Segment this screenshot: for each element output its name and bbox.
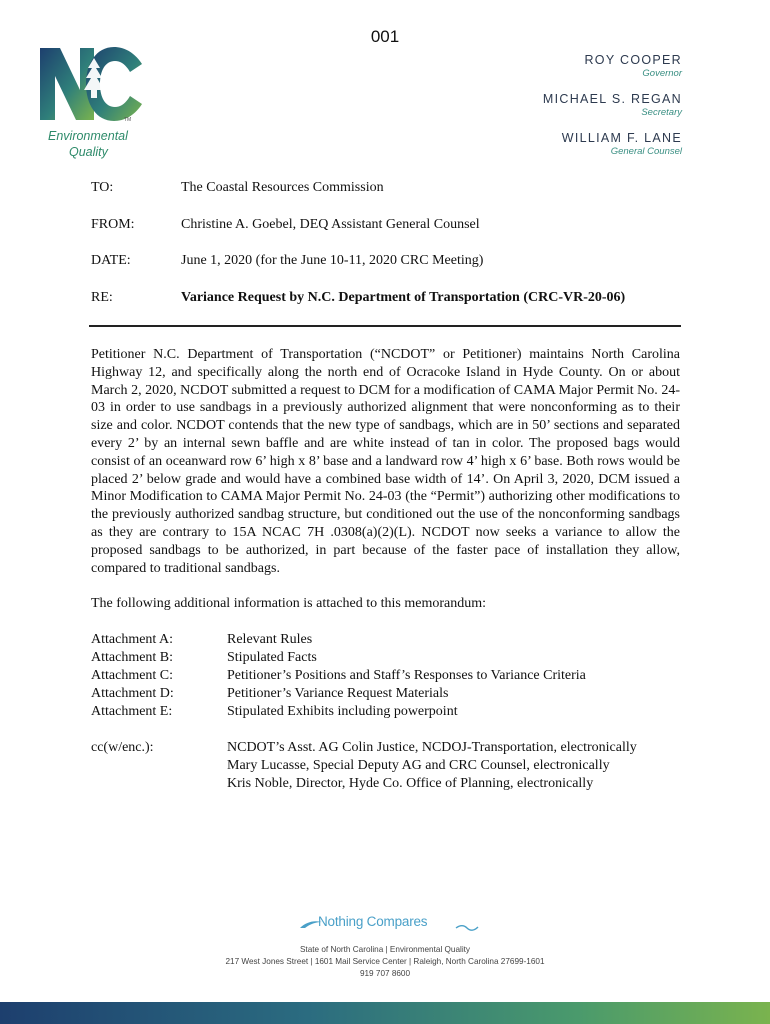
memo-from-label: FROM: [91,216,135,232]
attachment-label: Attachment E: [91,704,173,719]
logo-subtitle-line1: Environmental [48,129,128,143]
memo-header [91,180,691,326]
memo-date-row [91,253,691,290]
page-number: 001 [370,27,400,46]
attachment-label: Attachment C: [91,668,174,683]
footer-address [0,944,770,980]
attachment-label: Attachment B: [91,650,174,665]
official-name: WILLIAM F. LANE [561,131,682,145]
attachment-value: Petitioner’s Positions and Staff’s Responses to Variance Criteria [227,668,586,683]
attachment-value: Stipulated Facts [227,650,317,665]
cc-label: cc(w/enc.): [91,740,154,755]
officials-block [543,53,682,170]
footer-tagline: Nothing Compares [318,914,428,929]
logo-subtitle-line2: Quality [69,145,108,159]
attachment-value: Relevant Rules [227,632,313,647]
nc-deq-logo [38,44,148,122]
memo-to-value: The Coastal Resources Commission [181,180,384,195]
logo-subtitle [48,128,158,160]
cc-recipient: NCDOT’s Asst. AG Colin Justice, NCDOJ-Transportation, electronically [227,740,637,755]
official-general-counsel [543,131,682,157]
attachment-value: Petitioner’s Variance Request Materials [227,686,449,701]
official-name: ROY COOPER [584,53,682,67]
official-title: General Counsel [610,146,682,157]
body-paragraph: Petitioner N.C. Department of Transportation (“NCDOT” or Petitioner) maintains North Carolina Highway 12, and specifically along the north end of Ocracoke Island in Hyde County. On or about March 2, 2020, NCDOT submitted a request to DCM for a modification of CAMA Major Permit No. 24-03 in order to use sandbags in a previously authorized alignment that were nonconforming as to their size and color. NCDOT contends that the new type of sandbags, which are in 50’ sections and separated every 2’ by an internal sewn baffle and are white instead of tan in color. The proposed bags would consist of an oceanward row 6’ high x 8’ base and a landward row 4’ high x 6’ base. Both rows would be placed 2’ below grade and would have a combined base width of 14’. On April 3, 2020, DCM issued a Minor Modification to CAMA Major Permit No. 24-03 (the “Permit”) authorizing other modifications to the previously authorized sandbag structure, but conditioned out the use of the nonconforming sandbags as they are contrary to 15A NCAC 7H .0308(a)(2)(L). NCDOT now seeks a variance to allow the proposed sandbags to be authorized, in part because of the faster pace of installation they allow, compared to traditional sandbags. [91,347,680,576]
cc-recipient: Mary Lucasse, Special Deputy AG and CRC Counsel, electronically [227,758,610,773]
memo-re-label: RE: [91,289,113,305]
memo-from-value: Christine A. Goebel, DEQ Assistant General Counsel [181,216,480,232]
attachments-intro: The following additional information is attached to this memorandum: [91,596,487,611]
footer-gradient-bar [0,1002,770,1024]
cc-recipient: Kris Noble, Director, Hyde Co. Office of Planning, electronically [227,776,594,791]
memo-re-row [91,290,691,327]
official-name: MICHAEL S. REGAN [542,92,682,106]
address-line: 919 707 8600 [359,969,411,978]
official-secretary [543,92,682,118]
memo-from-row [91,217,691,254]
official-governor [543,53,682,79]
official-title: Governor [642,68,682,79]
official-title: Secretary [641,107,682,118]
svg-text:TM: TM [124,117,132,122]
memo-to-row [91,180,691,217]
address-line: 217 West Jones Street | 1601 Mail Service Center | Raleigh, North Carolina 27699-1601 [225,957,545,966]
memo-date-label: DATE: [91,253,131,268]
memo-re-value: Variance Request by N.C. Department of Transportation (CRC-VR-20-06) [181,289,626,305]
header-divider [89,325,681,327]
address-line: State of North Carolina | Environmental Quality [299,945,471,954]
cc-recipients [227,739,687,793]
memo-date-value: June 1, 2020 (for the June 10-11, 2020 CRC Meeting) [181,253,484,268]
memo-to-label: TO: [91,180,114,195]
attachment-label: Attachment D: [91,686,174,701]
attachment-value: Stipulated Exhibits including powerpoint [227,704,458,719]
attachment-label: Attachment A: [91,632,174,647]
